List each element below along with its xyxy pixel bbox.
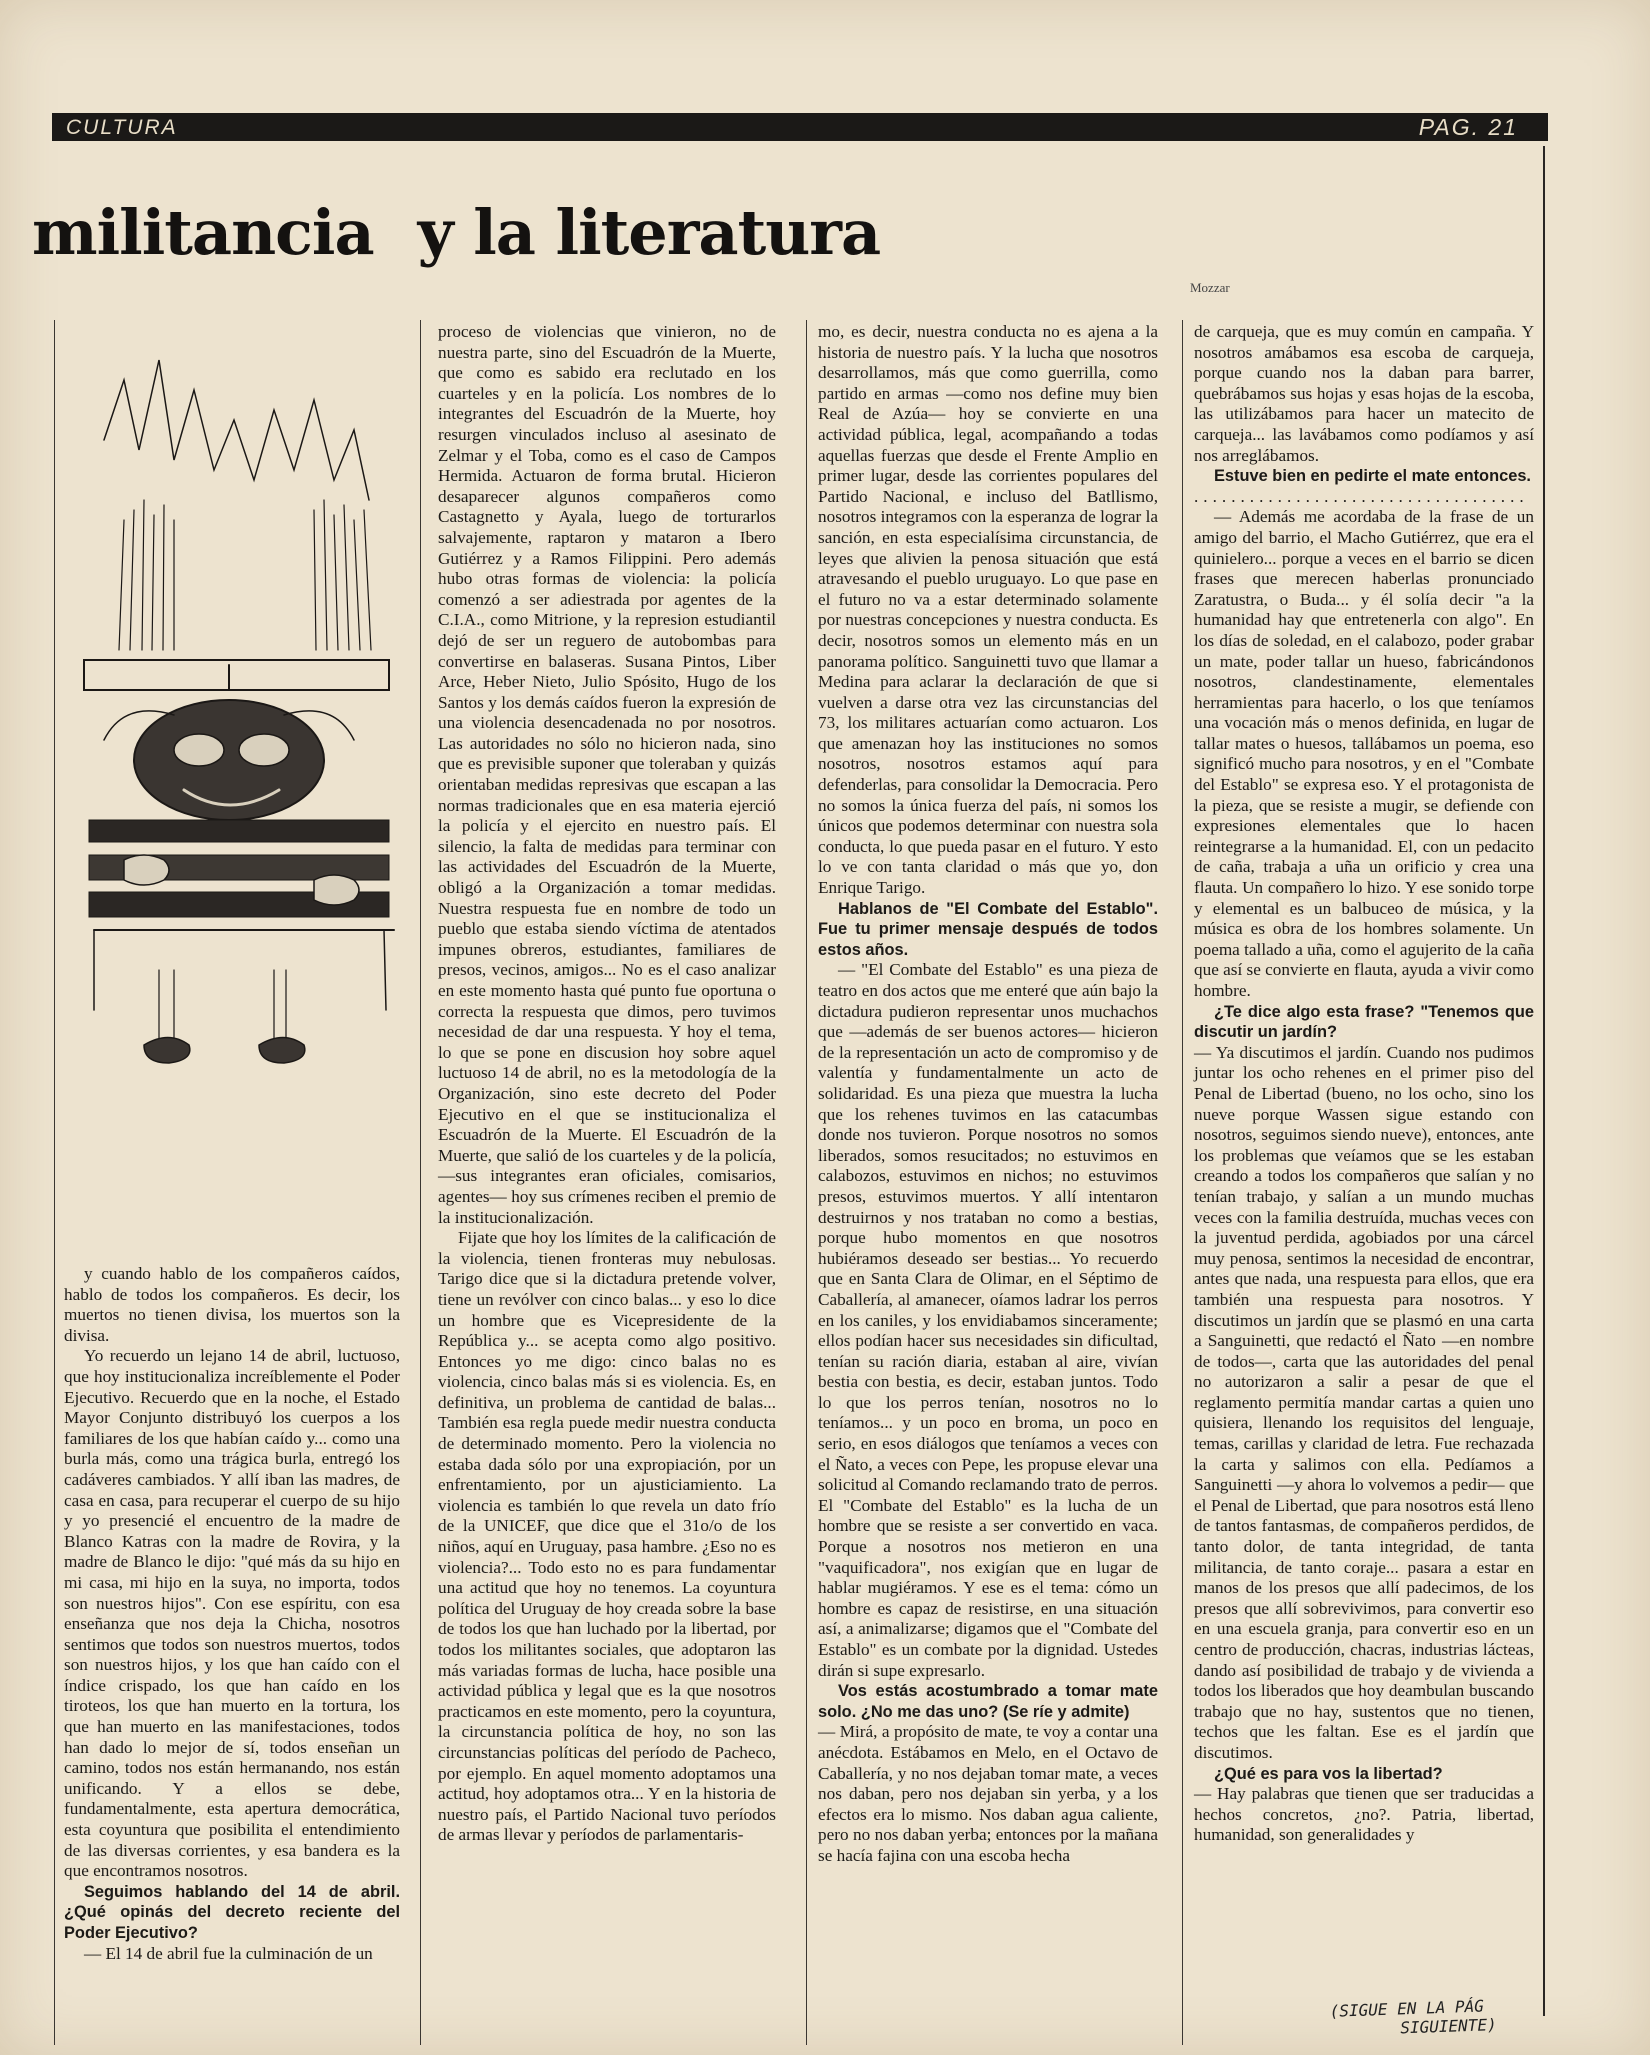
body-paragraph: Yo recuerdo un lejano 14 de abril, luctuoso, que hoy institucionaliza increíblemente el Poder Ejecutivo. Recuerdo que en la noche, el Estado Mayor Conjunto distribuyó los cuerpos a los familiares de los que habían caído y... como una burla más, como una trágica burla, entregó los cadáveres cambiados. Y allí iban las madres, de casa en casa, para recuperar el cuerpo de su hijo y yo presencié el encuentro de la madre de Blanco Katras con la madre de Rovira, y la madre de Blanco le dijo: "qué más da su hijo en mi casa, mi hijo en la suya, no importa, todos son nuestros hijos". Con ese espíritu, con esa enseñanza que nos deja la Chicha, nosotros sentimos que todos son nuestros muertos, todos son nuestros hijos, y los que han caído con el índice crispado, los que han caído en los tiroteos, los que han muerto en la tortura, los que han muerto en las manifestaciones, todos han dado lo mejor de sí, todos enseñan un camino, todos nos están hermanando, nos están unificando. Y a ellos se debe, fundamentalmente, esta apertura democrática, esta coyuntura que posibilita el entendimiento de las diversas corrientes, y esa bandera es la que encontramos nosotros. bbox=[64, 1346, 400, 1881]
article-headline bbox=[32, 196, 880, 269]
page-number: PAG. 21 bbox=[1418, 114, 1518, 140]
section-header-bar bbox=[52, 113, 1548, 141]
interview-question: Seguimos hablando del 14 de abril. ¿Qué opinás del decreto reciente del Poder Ejecutivo? bbox=[64, 1882, 400, 1942]
section-divider-dots: .................................... bbox=[1194, 486, 1529, 506]
body-paragraph: — Hay palabras que tienen que ser traducidas a hechos concretos, ¿no?. Patria, libertad, humanidad, son generalidades y bbox=[1194, 1784, 1534, 1845]
article-column-4 bbox=[1194, 322, 1534, 1846]
column-rule-left bbox=[54, 320, 55, 2045]
body-paragraph: — Ya discutimos el jardín. Cuando nos pudimos juntar los ocho rehenes en el primer piso del Penal de Libertad (bueno, no los ocho, sino los nueve porque Wassen sigue estando con nosotros, seguimos siendo nueve), entonces, ante los problemas que veíamos que se les estaban creando a todos los compañeros que salían y no tenían trabajo, y salían a un mundo muchas veces con la familia destruída, muchas veces con la juventud perdida, agobiados por una cárcel muy penosa, sentimos la necesidad de encontrar, antes que nada, una respuesta para ellos, que era también una respuesta para nosotros. Y discutimos un jardín que se plasmó en una carta a Sanguinetti, que redactó el Ñato —en nombre de todos—, carta que las autoridades del penal no autorizaron a salir a pesar de que el reglamento permitía mandar cartas a quien uno quisiera, llenando los requisitos del lenguaje, temas, carillas y claridad de letra. Fue rechazada la carta y salimos con ella. Pedíamos a Sanguinetti —y ahora lo volvemos a pedir— que el Penal de Libertad, que para nosotros está lleno de tantos fantasmas, de compañeros perdidos, de tanto dolor, de tanta integridad, de tanta militancia, de tanto coraje... pasara a estar en manos de los presos que allí padecimos, de los presos que allí sobrevivimos, para convertir eso en una escuela granja, para convertir eso en un centro de producción, chacras, industrias lácteas, dando así posibilidad de trabajo y de vivienda a todos los liberados que hoy deambulan buscando trabajo que no hay, sustentos que no tienen, techos que les faltan. Ese es el jardín que discutimos. bbox=[1194, 1042, 1534, 1762]
continued-note-line-2: SIGUIENTE) bbox=[1400, 2015, 1497, 2038]
column-rule-3 bbox=[1182, 320, 1183, 2045]
continued-note-line-1: (SIGUE EN LA PÁG bbox=[1329, 1996, 1485, 2021]
body-paragraph: — Mirá, a propósito de mate, te voy a contar una anécdota. Estábamos en Melo, en el Octavo de Caballería, y no nos dejaban tomar mate, a veces nos daban, pero nos dejaban sin yerba, y a los efectos era lo mismo. Nos daban agua caliente, pero no nos daban yerba; entonces por la mañana se hacía fajina con una escoba hecha bbox=[818, 1722, 1158, 1865]
article-column-1 bbox=[64, 1264, 400, 1964]
body-paragraph: — "El Combate del Establo" es una pieza de teatro en dos actos que me enteré que aún bajo la dictadura pudieron representar unos muchachos que —además de ser buenos actores— hicieron de la representación un acto de compromiso y de valentía y fundamentalmente un acto de solidaridad. Es una pieza que muestra la lucha que los rehenes tuvimos en las catacumbas donde nos tuvieron. Porque nosotros no somos liberados, somos resucitados; no estuvimos en calabozos, estuvimos en nichos; no estuvimos presos, estuvimos muertos. Y allí intentaron destruirnos y nos trataban no como a bestias, porque hubo momentos en que nosotros hubiéramos deseado ser bestias... Yo recuerdo que en Santa Clara de Olimar, en el Séptimo de Caballería, al amanecer, oíamos ladrar los perros en los caniles, y los envidiabamos sinceramente; ellos podían hacer sus necesidades sin dificultad, tenían su ración diaria, estaban al aire, vivían bestia con bestia, es decir, estaban juntos. Todo lo que los perros tenían, nosotros no lo teníamos... y un poco en broma, un poco en serio, en esos diálogos que teníamos a veces con el Ñato, a veces con Pepe, les propuse elevar una solicitud al Comando reclamando trato de perros. El "Combate del Establo" es la lucha de un hombre que se resiste a ser convertido en vaca. Porque a nosotros nos metieron en una "vaquificadora", nos exigían que en lugar de hablar mugiéramos. Y ese es el tema: cómo un hombre es capaz de resistirse, en una situación así, a animalizarse; digamos que el "Combate del Establo" es un combate por la dignidad. Ustedes dirán si supe expresarlo. bbox=[818, 960, 1158, 1680]
interview-question: ¿Te dice algo esta frase? "Tenemos que discutir un jardín? bbox=[1194, 1002, 1534, 1042]
body-paragraph: proceso de violencias que vinieron, no de nuestra parte, sino del Escuadrón de la Muerte, que como es sabido era reclutado en los cuarteles y en la policía. Los nombres de lo integrantes del Escuadrón de la Muerte, hoy resurgen vinculados incluso al asesinato de Zelmar y el Toba, como es el caso de Campos Hermida. Actuaron de forma brutal. Hicieron desaparecer algunos compañeros como Castagnetto y Ayala, luego de torturarlos salvajemente, raptaron y mataron a Ibero Gutiérrez y a Ramos Filippini. Pero además hubo otras formas de violencia: la policía comenzó a ser adiestrada por agentes de la C.I.A., como Mitrione, y la represion estudiantil dejó de ser un reguero de autobombas para convertirse en balaseras. Susana Pintos, Liber Arce, Heber Nieto, Julio Spósito, Hugo de los Santos y los demás caídos fueron la expresión de una violencia desencadenada no por nosotros. Las autoridades no sólo no hicieron nada, sino que es previsible suponer que toleraban y quizás orientaban medidas represivas que escapan a las normas tradicionales que en esa materia ejerció la policía y el ejercito en nuestro país. El silencio, la falta de medidas para terminar con las actividades del Escuadrón de la Muerte, obligó a la Organización a tomar medidas. Nuestra respuesta fue en nombre de todo un pueblo que estaba siendo víctima de atentados impunes obreros, estudiantes, familiares de presos, vecinos, amigos... No es el caso analizar en este momento hasta qué punto fue oportuna o correcta la respuesta que dimos, pero tuvimos necesidad de dar una respuesta. Y hoy el tema, lo que se pone en discusion hoy sobre aquel luctuoso 14 de abril, no es la metodología de la Organización, sino este decreto del Poder Ejecutivo en el que se institucionaliza el Escuadrón de la Muerte. El Escuadrón de la Muerte, que salió de los cuarteles y de la policía, —sus integrantes eran oficiales, comisarios, agentes— hoy sus crímenes reciben el premio de la institucionalización. bbox=[438, 322, 776, 1227]
headline-part-2: y la literatura bbox=[417, 196, 881, 269]
right-border-rule bbox=[1543, 146, 1545, 2016]
interview-question: Hablanos de "El Combate del Establo". Fue tu primer mensaje después de todos estos años. bbox=[818, 899, 1158, 959]
article-column-2 bbox=[438, 322, 776, 1846]
interview-question: ¿Qué es para vos la libertad? bbox=[1214, 1764, 1443, 1783]
headline-part-1: militancia bbox=[32, 196, 374, 269]
section-label: CULTURA bbox=[66, 116, 178, 139]
article-column-3 bbox=[818, 322, 1158, 1867]
body-paragraph: de carqueja, que es muy común en campaña. Y nosotros amábamos esa escoba de carqueja, porque cuando nos la daban para barrer, quebrábamos sus hojas y esas hojas de la escoba, las utilizábamos para hacer un matecito de carqueja... las lavábamos como podíamos y así nos arreglábamos. bbox=[1194, 322, 1534, 465]
interview-question: Estuve bien en pedirte el mate entonces. bbox=[1214, 467, 1531, 486]
illustrator-signature: Mozzar bbox=[1190, 280, 1230, 295]
illustration-prisoner-figure bbox=[64, 320, 414, 1070]
interview-question: Vos estás acostumbrado a tomar mate solo. ¿No me das uno? (Se ríe y admite) bbox=[818, 1682, 1158, 1721]
body-paragraph: Fijate que hoy los límites de la calificación de la violencia, tienen fronteras muy nebulosas. Tarigo dice que si la dictadura pretende volver, tiene un revólver con cinco balas... y eso lo dice un hombre que es Vicepresidente de la República y... se acepta como algo positivo. Entonces yo me digo: cinco balas no es violencia, cinco balas más si es violencia. Es, en definitiva, un problema de cantidad de balas... También esa regla puede medir nuestra conducta de determinado momento. Pero la violencia no estaba dada sólo por una expropiación, por un enfrentamiento, por un ajusticiamiento. La violencia es también lo que revela un dato frío de la UNICEF, que dice que el 31o/o de los niños, aquí en Uruguay, pasa hambre. ¿Eso no es violencia?... Todo esto no es para fundamentar una actitud que hoy no tenemos. La coyuntura política del Uruguay de hoy creada sobre la base de todos los que han luchado por la libertad, por todos los militantes sociales, que adoptaron las más variadas formas de lucha, hace posible una actividad pública y legal que es la que nosotros practicamos en este momento, pero la coyuntura, la circunstancia política de hoy, no son las circunstancias políticas del período de Pacheco, por ejemplo. En aquel momento adoptamos una actitud, hoy adoptamos otra... Y en la historia de nuestro país, el Partido Nacional tuvo períodos de armas llevar y períodos de parlamentaris- bbox=[438, 1228, 776, 1845]
column-rule-2 bbox=[806, 320, 807, 2045]
body-paragraph: y cuando hablo de los compañeros caídos, hablo de todos los compañeros. Es decir, los muertos no tienen divisa, los muertos son la divisa. bbox=[64, 1264, 400, 1345]
body-paragraph: — El 14 de abril fue la culminación de un bbox=[84, 1943, 373, 1963]
column-rule-1 bbox=[420, 320, 421, 2045]
continued-note bbox=[1329, 1994, 1550, 2040]
body-paragraph: mo, es decir, nuestra conducta no es ajena a la historia de nuestro país. Y la lucha que nosotros desarrollamos, más que como guerrilla, como partido en armas —como nos define muy bien Real de Azúa— hoy se convierte en una actividad pública, legal, acompañando a todas aquellas fuerzas que desde el Frente Amplio en primer lugar, desde las corrientes populares del Partido Nacional, e incluso del Batllismo, nosotros integramos con la esperanza de lograr la sanción, en esta especialísima circunstancia, de leyes que alivien la penosa situación que está atravesando el pueblo uruguayo. Lo que pase en el futuro no va a estar determinado solamente por nuestras concepciones y nuestra conducta. Es decir, nosotros somos un elemento más en un panorama político. Sanguinetti tuvo que llamar a Medina para aclarar la declaración de que si vuelven a darse otra vez las circunstancias del 73, los militares actuarían como actuaron. Los que amenazan hoy las instituciones no somos nosotros, nosotros estamos aquí para defenderlas, para consolidar la Democracia. Pero no somos la única fuerza del país, ni somos los únicos que podemos determinar con nuestra sola conducta, lo que pueda pasar en el futuro. Y esto lo ve con tanta claridad o más que yo, don Enrique Tarigo. bbox=[818, 322, 1158, 898]
body-paragraph: — Además me acordaba de la frase de un amigo del barrio, el Macho Gutiérrez, que era el quinielero... porque a veces en el barrio se dicen frases que merecen haberlas pronunciado Zaratustra, o Buda... y él solía decir "a la humanidad hay que entretenerla con algo". En los días de soledad, en el calabozo, poder grabar un mate, poder tallar un hueso, fabricándonos nosotros, clandestinamente, elementales herramientas para hacerlo, o los que teníamos una vocación más o menos definida, en lugar de tallar mates o huesos, tallábamos un poema, eso significó mucho para nosotros, y en el "Combate del Establo" se expresa eso. Y el protagonista de la pieza, que se resiste a mugir, se defiende con expresiones elementales que lo hacen reintegrarse a la humanidad. El, con un pedacito de caña, trabaja a uña un orificio y crea una flauta. Un compañero lo hizo. Y ese sonido torpe y elemental es un balbuceo de música, y la música es obra de los hombres solamente. Un poema tallado a uña, como el agujerito de la caña que así se convierte en flauta, ayuda a vivir como hombre. bbox=[1194, 507, 1534, 1000]
